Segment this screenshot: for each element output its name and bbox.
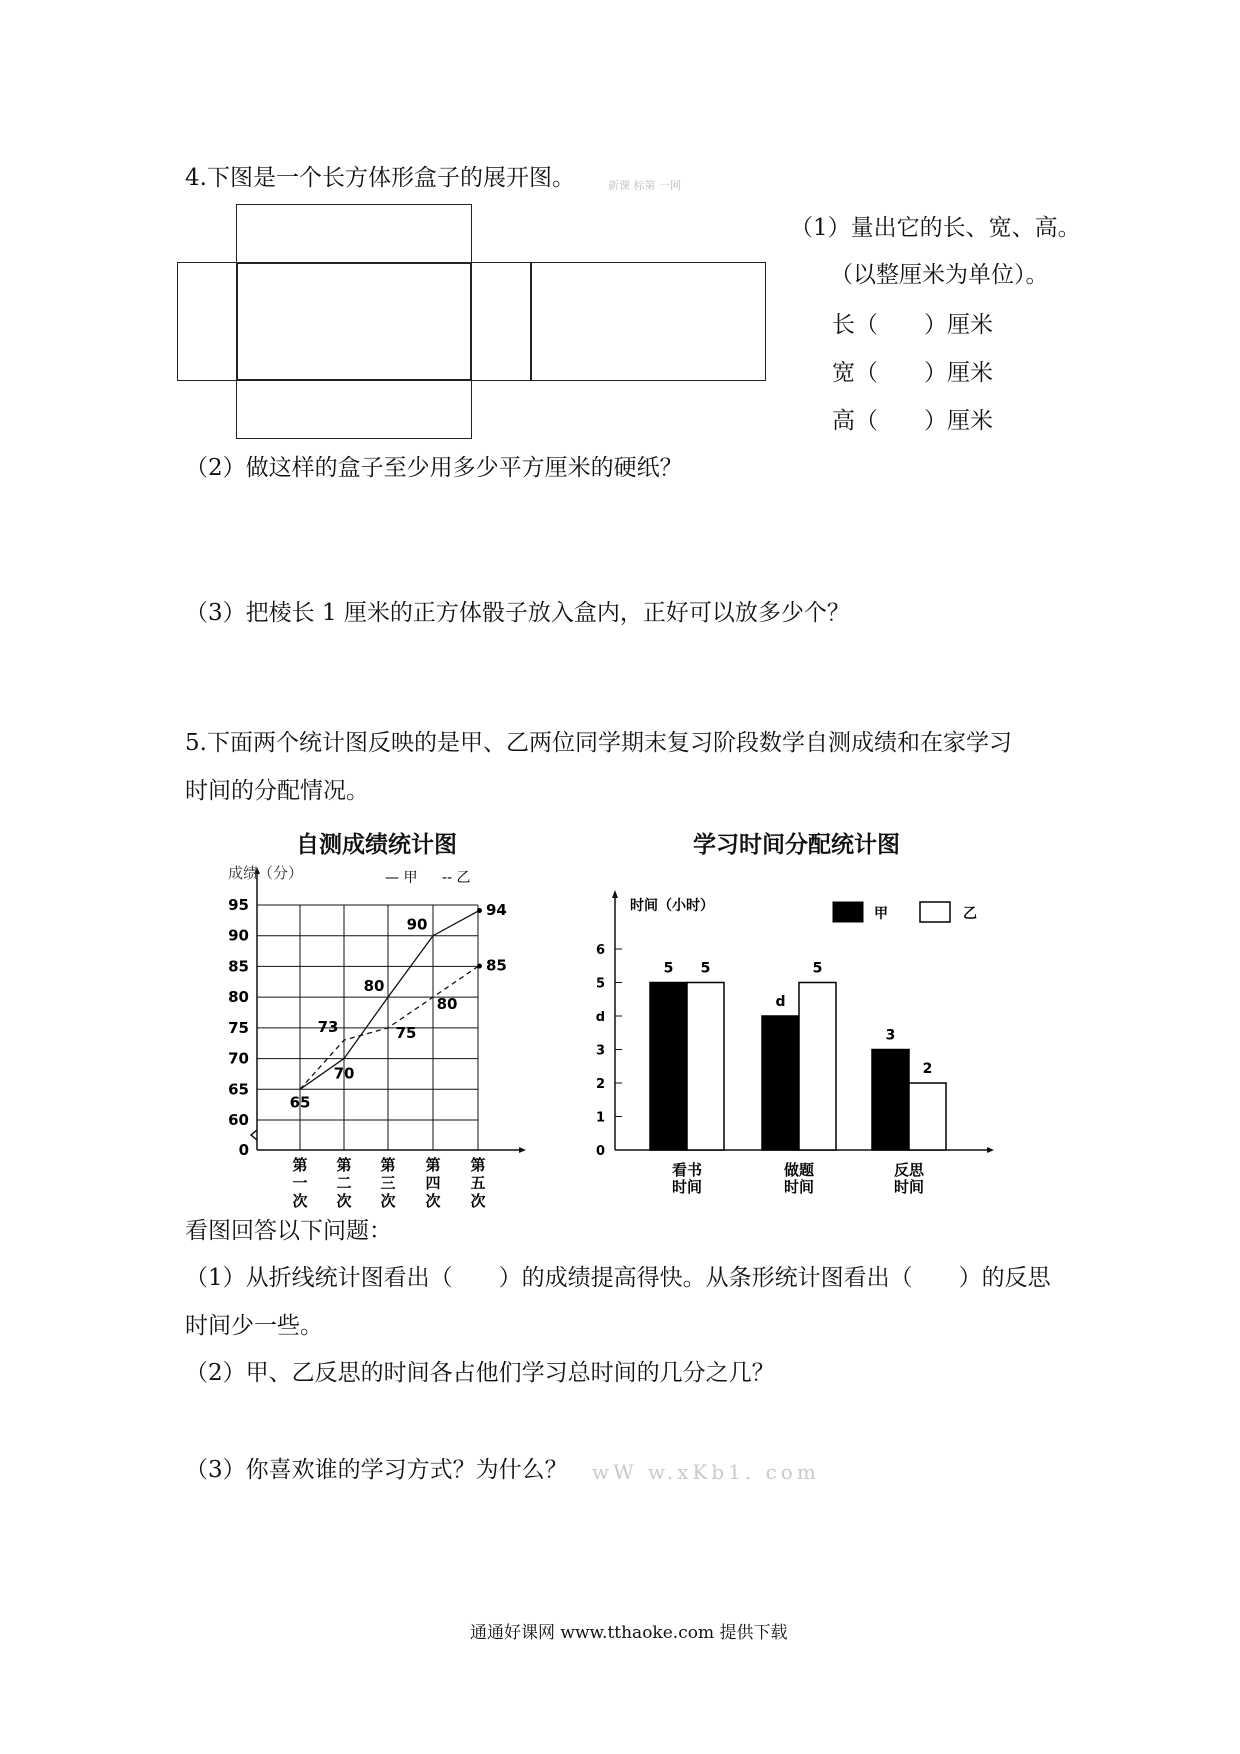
legend-marker-yi: -- 乙 xyxy=(442,870,471,886)
q5-q2: （2）甲、乙反思的时间各占他们学习总时间的几分之几？ xyxy=(185,1360,775,1386)
y-tick-label: 2 xyxy=(595,1077,605,1092)
y-tick-label: 3 xyxy=(595,1043,605,1059)
bar-chart xyxy=(580,880,1000,1240)
bar-jia xyxy=(872,1050,909,1151)
net-face-bottom xyxy=(236,379,472,439)
net-face-back xyxy=(530,262,766,381)
y-tick-label: 85 xyxy=(228,957,249,976)
net-face-left xyxy=(177,262,238,381)
x-tick-label: 第二次 xyxy=(336,1156,352,1210)
y-tick-label: 95 xyxy=(228,896,249,914)
x-tick-label: 看书时间 xyxy=(671,1161,703,1196)
y-axis-label: 时间（小时） xyxy=(630,898,714,914)
q5-q1-line2: 时间少一些。 xyxy=(185,1313,323,1339)
data-label: 5 xyxy=(663,960,674,977)
y-tick-label: 1 xyxy=(595,1110,605,1126)
net-face-front xyxy=(236,262,472,381)
data-label: 73 xyxy=(317,1018,339,1037)
data-label: 3 xyxy=(885,1027,896,1044)
axis-break-mark xyxy=(251,1130,257,1140)
page-footer: 通通好课网 www.tthaoke.com 提供下载 xyxy=(470,1623,788,1643)
x-tick-label: 做题时间 xyxy=(783,1161,815,1196)
line-chart xyxy=(210,860,570,1230)
y-tick-label: 60 xyxy=(228,1111,249,1129)
data-label: 80 xyxy=(363,977,385,996)
q5-q1-line1: （1）从折线统计图看出（ ）的成绩提高得快。从条形统计图看出（ ）的反思 xyxy=(185,1265,1051,1291)
x-axis-arrow xyxy=(987,1147,994,1153)
bar-yi xyxy=(909,1083,946,1150)
x-tick-label: 第三次 xyxy=(380,1156,396,1210)
bar-yi xyxy=(799,983,836,1151)
q4-watermark: 新课 标第 一网 xyxy=(608,179,681,192)
q4-part1-line2: （以整厘米为单位）。 xyxy=(830,262,1049,288)
bar-chart-title: 学习时间分配统计图 xyxy=(693,832,900,858)
y-tick-label: 0 xyxy=(238,1141,249,1159)
data-label: 80 xyxy=(436,995,458,1014)
bar-jia xyxy=(762,1016,799,1150)
data-label: 65 xyxy=(289,1093,311,1112)
data-label: 85 xyxy=(486,956,507,975)
net-face-top xyxy=(236,204,472,264)
y-axis-label: 成绩（分） xyxy=(228,864,304,882)
y-tick-label: 0 xyxy=(595,1144,605,1159)
y-tick-label: d xyxy=(595,1010,605,1025)
y-tick-label: 75 xyxy=(228,1018,249,1037)
net-face-right xyxy=(470,262,532,381)
data-label: 90 xyxy=(406,915,428,934)
data-label: 5 xyxy=(812,960,823,977)
data-point-marker: • xyxy=(475,904,484,921)
q4-part2: （2）做这样的盒子至少用多少平方厘米的硬纸？ xyxy=(185,455,683,481)
line-chart-title: 自测成绩统计图 xyxy=(296,832,457,858)
q5-prompt: 看图回答以下问题： xyxy=(185,1218,392,1244)
data-label: 2 xyxy=(922,1061,933,1077)
data-label: 5 xyxy=(700,960,711,977)
y-tick-label: 65 xyxy=(228,1080,249,1099)
bar-yi xyxy=(687,983,724,1151)
legend-swatch-yi xyxy=(920,902,950,922)
legend-label-jia: 甲 xyxy=(874,906,888,922)
q4-part3: （3）把棱长 1 厘米的正方体骰子放入盒内，正好可以放多少个？ xyxy=(185,600,850,626)
legend-marker-jia: — 甲 xyxy=(385,870,418,886)
data-label: d xyxy=(775,994,786,1010)
data-label: 70 xyxy=(333,1064,355,1083)
q4-part1-line1: （1）量出它的长、宽、高。 xyxy=(790,215,1081,241)
data-label: 94 xyxy=(486,901,507,920)
data-point-marker: • xyxy=(475,959,484,976)
y-axis-arrow xyxy=(612,890,618,898)
y-tick-label: 5 xyxy=(595,976,605,992)
q4-width-blank: 宽（ ）厘米 xyxy=(832,360,993,386)
y-tick-label: 90 xyxy=(228,926,249,945)
y-tick-label: 70 xyxy=(228,1049,249,1068)
x-tick-label: 第四次 xyxy=(425,1156,441,1210)
x-tick-label: 反思时间 xyxy=(893,1161,925,1196)
y-tick-label: 6 xyxy=(595,943,605,958)
q5-title-line1: 5.下面两个统计图反映的是甲、乙两位同学期末复习阶段数学自测成绩和在家学习 xyxy=(185,730,1012,756)
legend-label-yi: 乙 xyxy=(963,906,977,922)
x-axis-arrow xyxy=(519,1147,526,1153)
q4-length-blank: 长（ ）厘米 xyxy=(832,312,993,338)
bar-jia xyxy=(650,983,687,1151)
legend-swatch-jia xyxy=(833,902,863,922)
q4-height-blank: 高（ ）厘米 xyxy=(832,408,993,434)
data-label: 75 xyxy=(395,1023,417,1042)
x-tick-label: 第五次 xyxy=(470,1156,486,1210)
q5-title-line2: 时间的分配情况。 xyxy=(185,778,369,804)
q5-q3: （3）你喜欢谁的学习方式？为什么？ xyxy=(185,1457,568,1483)
q4-title: 4.下图是一个长方体形盒子的展开图。 xyxy=(185,165,575,191)
x-tick-label: 第一次 xyxy=(292,1156,308,1210)
q5-watermark: wW w.xKb1. com xyxy=(592,1460,820,1484)
y-tick-label: 80 xyxy=(228,988,249,1007)
